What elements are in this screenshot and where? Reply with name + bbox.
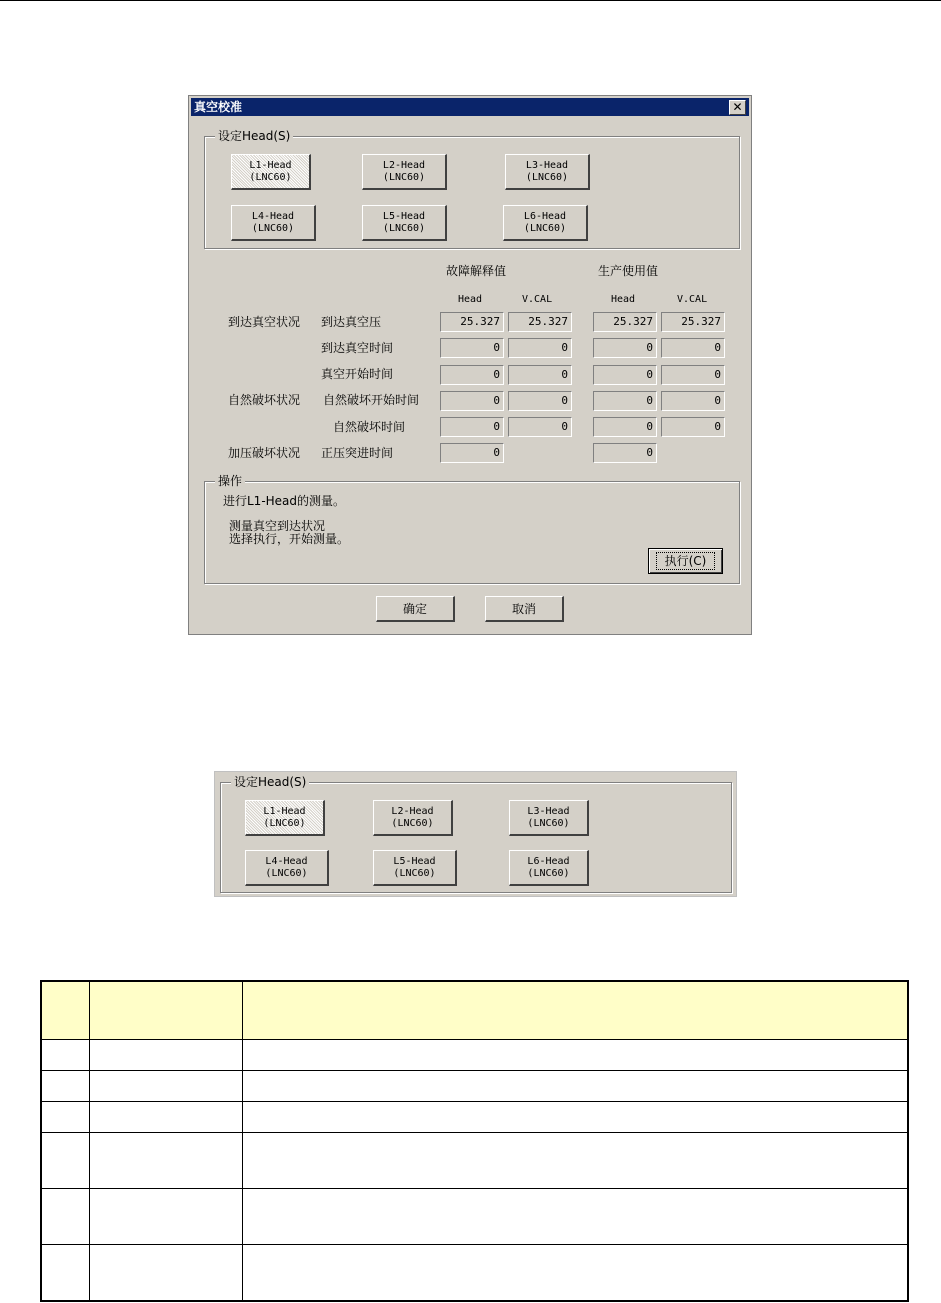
panel-head-button-l6[interactable]: L6-Head (LNC60) bbox=[509, 850, 589, 886]
fault-head-field: 0 bbox=[440, 365, 504, 385]
fault-head-field: 0 bbox=[440, 338, 504, 358]
fault-head-field: 0 bbox=[440, 391, 504, 411]
fault-vcal-field: 0 bbox=[508, 338, 572, 358]
table-header-item bbox=[89, 981, 242, 1040]
table-row bbox=[41, 1071, 908, 1102]
prod-head-field: 0 bbox=[593, 391, 657, 411]
table-row bbox=[41, 1040, 908, 1071]
cancel-button[interactable]: 取消 bbox=[485, 596, 564, 622]
table-row bbox=[41, 1102, 908, 1133]
page-top-rule bbox=[0, 0, 941, 1]
head-button-l2[interactable]: L2-Head (LNC60) bbox=[362, 154, 447, 190]
row-label: 自然破坏时间 bbox=[333, 420, 406, 434]
fault-head-field: 0 bbox=[440, 443, 504, 463]
head-button-l3[interactable]: L3-Head (LNC60) bbox=[505, 154, 590, 190]
head-select-panel-group bbox=[220, 775, 732, 893]
ok-button[interactable]: 确定 bbox=[376, 596, 455, 622]
panel-head-button-l3[interactable]: L3-Head (LNC60) bbox=[509, 800, 589, 836]
prod-head-field: 0 bbox=[593, 365, 657, 385]
fault-vcal-field: 0 bbox=[508, 417, 572, 437]
panel-head-button-l1[interactable]: L1-Head (LNC60) bbox=[245, 800, 325, 836]
prod-head-field: 0 bbox=[593, 417, 657, 437]
table-header-description bbox=[242, 981, 908, 1040]
head-select-legend: 设定Head(S) bbox=[215, 129, 293, 143]
table-row bbox=[41, 1133, 908, 1189]
row-label: 到达真空压 bbox=[321, 315, 382, 329]
operation-instruction-1: 测量真空到达状况 bbox=[229, 519, 326, 533]
fault-head-field: 0 bbox=[440, 417, 504, 437]
prod-vcal-field: 0 bbox=[661, 338, 725, 358]
panel-head-button-l5[interactable]: L5-Head (LNC60) bbox=[373, 850, 457, 886]
fault-vcal-col-header: V.CAL bbox=[522, 294, 553, 305]
fault-head-field: 25.327 bbox=[440, 312, 504, 332]
fault-vcal-field: 25.327 bbox=[508, 312, 572, 332]
prod-vcal-field: 0 bbox=[661, 417, 725, 437]
row-label: 自然破坏开始时间 bbox=[323, 393, 420, 407]
execute-button[interactable]: 执行(C) bbox=[648, 548, 723, 574]
fault-head-col-header: Head bbox=[458, 294, 483, 305]
row-category-label: 加压破坏状况 bbox=[228, 446, 301, 460]
fault-vcal-field: 0 bbox=[508, 365, 572, 385]
prod-vcal-field: 25.327 bbox=[661, 312, 725, 332]
operation-group bbox=[204, 474, 740, 584]
dialog-title: 真空校准 bbox=[194, 100, 243, 114]
operation-message: 进行L1-Head的测量。 bbox=[223, 494, 346, 508]
prod-vcal-field: 0 bbox=[661, 391, 725, 411]
row-label: 到达真空时间 bbox=[321, 341, 394, 355]
head-select-panel bbox=[214, 771, 737, 897]
fault-vcal-field: 0 bbox=[508, 391, 572, 411]
close-icon[interactable]: ✕ bbox=[729, 100, 746, 115]
prod-head-field: 25.327 bbox=[593, 312, 657, 332]
description-table bbox=[40, 980, 909, 1302]
prod-head-field: 0 bbox=[593, 443, 657, 463]
head-button-l4[interactable]: L4-Head (LNC60) bbox=[231, 205, 316, 241]
dialog-titlebar bbox=[191, 98, 749, 116]
operation-legend: 操作 bbox=[215, 474, 245, 488]
operation-instruction-2: 选择执行，开始测量。 bbox=[229, 532, 350, 546]
row-category-label: 到达真空状况 bbox=[228, 315, 301, 329]
panel-head-button-l4[interactable]: L4-Head (LNC60) bbox=[245, 850, 329, 886]
table-header-no bbox=[41, 981, 89, 1040]
prod-head-field: 0 bbox=[593, 338, 657, 358]
table-header-row bbox=[41, 981, 908, 1040]
prod-vcal-col-header: V.CAL bbox=[677, 294, 708, 305]
head-select-panel-legend: 设定Head(S) bbox=[231, 775, 309, 789]
head-button-l5[interactable]: L5-Head (LNC60) bbox=[362, 205, 447, 241]
head-select-group bbox=[204, 129, 740, 249]
table-row bbox=[41, 1245, 908, 1302]
table-row bbox=[41, 1189, 908, 1245]
panel-head-button-l2[interactable]: L2-Head (LNC60) bbox=[373, 800, 453, 836]
vacuum-calibration-dialog bbox=[188, 95, 752, 635]
row-category-label: 自然破坏状况 bbox=[228, 393, 301, 407]
prod-head-col-header: Head bbox=[611, 294, 636, 305]
fault-values-header: 故障解释值 bbox=[446, 264, 507, 278]
head-button-l6[interactable]: L6-Head (LNC60) bbox=[503, 205, 588, 241]
row-label: 真空开始时间 bbox=[321, 367, 394, 381]
prod-vcal-field: 0 bbox=[661, 365, 725, 385]
head-button-l1[interactable]: L1-Head (LNC60) bbox=[231, 154, 311, 190]
production-values-header: 生产使用值 bbox=[598, 264, 659, 278]
row-label: 正压突进时间 bbox=[321, 446, 394, 460]
